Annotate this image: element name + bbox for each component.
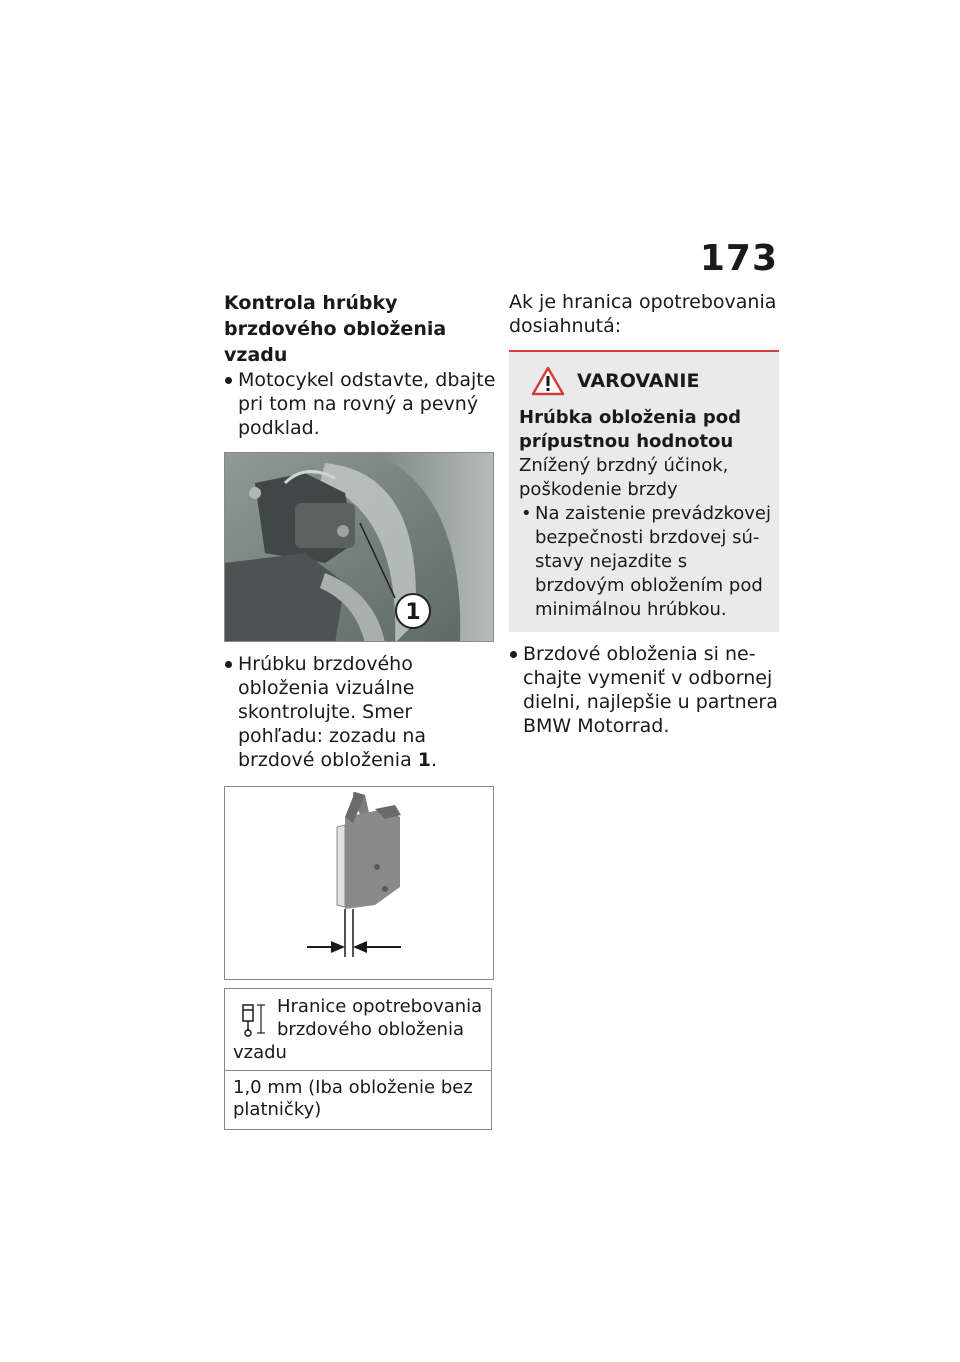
right-column	[509, 290, 779, 738]
brake-wear-limit-icon	[239, 999, 269, 1039]
section-heading: Kontrola hrúbky brzdového obloženia vzadu	[224, 292, 447, 366]
instruction-bullet-inspect: Hrúbku brzdového obloženia vizuálne skontrolujte. Smer pohľadu: zozadu na brzdové obloženia 1.	[224, 652, 496, 772]
warning-box	[509, 350, 779, 632]
spec-value: 1,0 mm (Iba obloženie bez platničky)	[233, 1077, 473, 1120]
brake-caliper-photo	[224, 452, 494, 642]
brake-caliper-illustration	[225, 453, 494, 642]
warning-instruction: • Na zaistenie prevádzkovej bezpečnosti brzdovej sústavy nejazdite s brzdovým obložením pod minimálnou hrúbkou.	[519, 502, 771, 622]
left-column	[224, 290, 496, 1130]
spec-label: Hranice opotrebovania brzdového obloženia vzadu	[233, 996, 483, 1063]
photo-callout-1: 1	[405, 600, 421, 625]
intro-text: Ak je hranica opotrebovania dosiahnutá:	[509, 291, 777, 337]
warning-triangle-icon	[531, 366, 565, 396]
warning-subtitle: Hrúbka obloženia pod prípustnou hodnotou	[519, 407, 742, 452]
brake-pad-diagram	[224, 786, 494, 980]
spec-header	[225, 989, 491, 1071]
instruction-bullet-park: Motocykel odstavte, dbajte pri tom na rovný a pevný podklad.	[224, 368, 496, 440]
warning-consequence: Znížený brzdný účinok, poškodenie brzdy	[519, 455, 729, 500]
warning-title: VAROVANIE	[577, 370, 700, 392]
brake-pad-thickness-illustration	[225, 787, 495, 981]
wear-limit-spec-table	[224, 988, 492, 1130]
page-number: 173	[699, 238, 778, 279]
instruction-bullet-replace: Brzdové obloženia si nechajte vymeniť v odbornej dielni, najlepšie u partnera BMW Motorrad.	[509, 642, 779, 738]
warning-header	[519, 366, 771, 396]
